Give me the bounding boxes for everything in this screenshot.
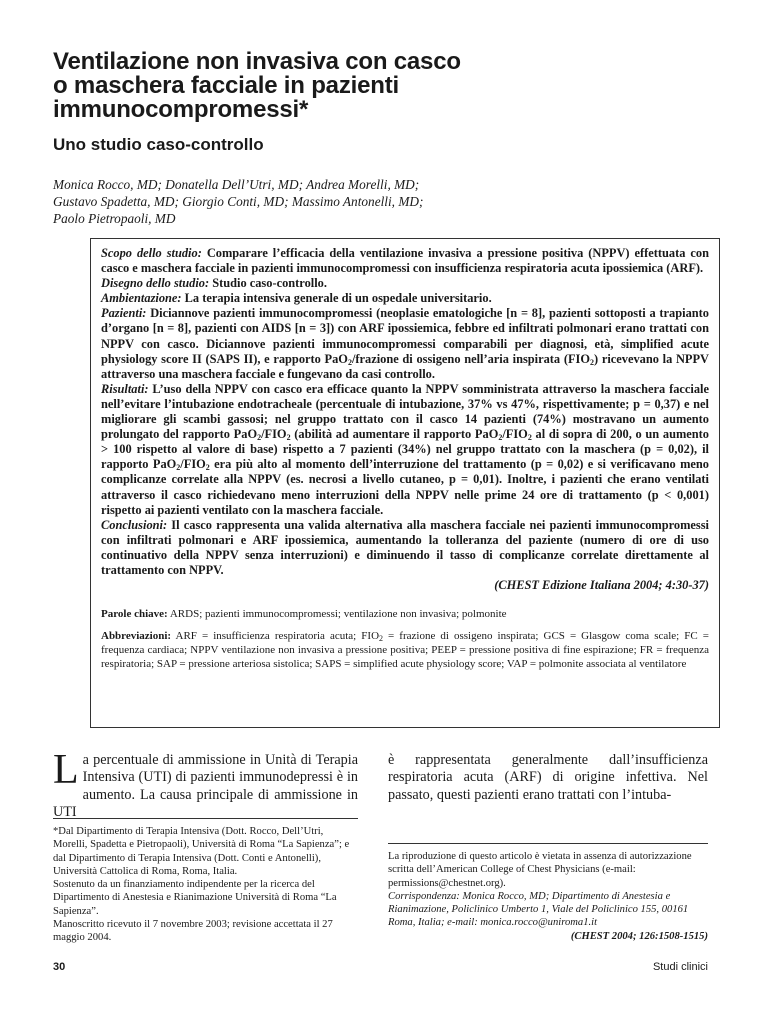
o2-subscript: 2 xyxy=(498,433,503,443)
keywords xyxy=(101,607,709,621)
body-column-right xyxy=(388,752,708,804)
ambientazione-label: Ambientazione: xyxy=(101,291,182,306)
footnote-divider-left xyxy=(53,818,358,819)
footnote-funding: Sostenuto da un finanziamento indipendente per la ricerca del Dipartimento di Anestesia e Rianimazione Università di Roma “La Sapienza”. xyxy=(53,879,337,917)
footnotes-left xyxy=(53,825,358,945)
io2-subscript: 2 xyxy=(379,634,384,644)
title-line: Ventilazione non invasiva con casco xyxy=(53,48,461,75)
io2-symbol: IO xyxy=(272,427,287,442)
page-number: 30 xyxy=(53,961,66,973)
section-name: Studi clinici xyxy=(652,961,708,973)
abstract-text xyxy=(101,246,709,578)
conclusioni-text: Il casco rappresenta una valida alternativa alla maschera facciale nei pazienti immunocompromessi con infiltrati polmonari e ARF ipossiemica, aumentando la tolleranza del paziente (numero di ore di uso continuativo della NPPV senza interruzioni) e diminuendo il tasso di complicanze correlate direttamente al trattamento con NPPV. xyxy=(101,517,709,577)
conclusioni-label: Conclusioni: xyxy=(101,517,168,532)
risultati-text-a: L’uso della NPPV con casco era efficace quanto la NPPV somministrata attraverso la maschera facciale nell’evitare l’intubazione endotracheale (percentuale di intubazione, 37% vs 47%, rispettivamente; p = 0,37) e nel migliorare gli scambi gassosi; nel gruppo trattato con il casco 14 pazienti (74%) mostravano un aumento prolungato del rapporto Pa xyxy=(101,381,709,442)
footnote-dates: Manoscritto ricevuto il 7 novembre 2003; revisione accettata il 27 maggio 2004. xyxy=(53,919,333,944)
abbreviations-label: Abbreviazioni: xyxy=(101,630,172,643)
io2-subscript: 2 xyxy=(286,433,291,443)
article-subtitle: Uno studio caso-controllo xyxy=(53,135,264,154)
footnote-citation: (CHEST 2004; 126:1508-1515) xyxy=(570,930,708,942)
disegno-label: Disegno dello studio: xyxy=(101,276,210,291)
footnotes-right xyxy=(388,850,708,943)
abbreviations-text-b: = frazione di ossigeno inspirata; GCS = Glasgow coma scale; FC = frequenza cardiaca; NPPV ventilazione non invasiva a pressione positiva; PEEP = pressione positiva di fine espirazione; FR = frequenza respiratoria; SAP = pressione arteriosa sistolica; SAPS = simplified acute physiology score; VAP = polmonite associata al ventilatore xyxy=(101,630,709,671)
io2-subscript: 2 xyxy=(205,463,210,473)
io2-symbol: IO xyxy=(513,427,528,442)
pazienti-text-c: ) ricevevano la NPPV attraverso una maschera facciale e fungevano da casi controllo. xyxy=(101,351,709,381)
risultati-label: Risultati: xyxy=(101,381,149,396)
footnote-rights: La riproduzione di questo articolo è vietata in assenza di autorizzazione scritta dell’American College of Chest Physicians (e-mail: permissions@chestnet.org). xyxy=(388,851,692,889)
o2-subscript: 2 xyxy=(176,463,181,473)
risultati-text-f: /F xyxy=(180,457,192,472)
io2-symbol: IO xyxy=(575,351,590,366)
o2-subscript: 2 xyxy=(347,357,352,367)
footnote-correspondence: Corrispondenza: Monica Rocco, MD; Dipartimento di Anestesia e Rianimazione, Policlinico Umberto 1, Viale del Policlinico 155, 00161 Roma, Italia; e-mail: monica.rocco@uniroma1.it xyxy=(388,890,689,929)
o2-subscript: 2 xyxy=(257,433,262,443)
io2-symbol: IO xyxy=(367,630,380,643)
article-title xyxy=(53,50,693,122)
io2-symbol: IO xyxy=(191,457,206,472)
risultati-text-c: (abilità ad aumentare il rapporto Pa xyxy=(290,427,489,442)
risultati-text-e: al di sopra di 200, o un aumento > 100 rispetto al valore di base) rispetto a 7 pazienti (34%) nel gruppo trattato con la maschera (p = 0,02), il rapporto Pa xyxy=(101,427,709,472)
title-line: immunocompromessi* xyxy=(53,96,309,123)
abstract-box xyxy=(90,238,720,728)
o2-symbol: O xyxy=(488,427,499,442)
disegno-text: Studio caso-controllo. xyxy=(212,276,327,291)
scopo-text: Comparare l’efficacia della ventilazione invasiva a pressione positiva (NPPV) effettuata con casco e maschera facciale in pazienti immunocompromessi con insufficienza respiratoria acuta ipossiemica (ARF). xyxy=(101,246,709,276)
ambientazione-text: La terapia intensiva generale di un ospedale universitario. xyxy=(184,291,492,306)
abbreviations xyxy=(101,629,709,671)
pazienti-label: Pazienti: xyxy=(101,306,147,321)
author-list xyxy=(53,176,653,227)
body-text-right: è rappresentata generalmente dall’insufficienza respiratoria acuta (ARF) di origine infettiva. Nel passato, questi pazienti erano trattati con l’intuba- xyxy=(388,752,708,803)
risultati-text-b: /F xyxy=(261,427,273,442)
keywords-text: ARDS; pazienti immunocompromessi; ventilazione non invasiva; polmonite xyxy=(169,608,507,621)
pazienti-text-b: /frazione di ossigeno nell’aria inspirata (F xyxy=(351,351,576,366)
scopo-label: Scopo dello studio: xyxy=(101,246,202,260)
pazienti-text-a: Diciannove pazienti immunocompromessi (neoplasie ematologiche [n = 8], pazienti sottoposti a trapianto d’organo [n = 8], pazienti con AIDS [n = 3]) con ARF ipossiemica, febbre ed infiltrati polmonari erano trattati con NPPV con casco. Diciannove pazienti immunocompromessi comparabili per diagnosi, età, simplified acute physiology score II (SAPS II), e rapporto Pa xyxy=(101,306,709,366)
footnote-affiliation: *Dal Dipartimento di Terapia Intensiva (Dott. Rocco, Dell’Utri, Morelli, Spadetta e Pietropaoli), Università di Roma “La Sapienza”; e dal Dipartimento di Terapia Intensiva (Dott. Conti e Antonelli), Università Cattolica di Roma, Roma, Italia. xyxy=(53,826,350,877)
author-line: Gustavo Spadetta, MD; Giorgio Conti, MD; Massimo Antonelli, MD; xyxy=(53,194,424,209)
author-line: Monica Rocco, MD; Donatella Dell’Utri, MD; Andrea Morelli, MD; xyxy=(53,177,420,192)
o2-symbol: O xyxy=(247,427,258,442)
o2-symbol: O xyxy=(166,457,177,472)
keywords-label: Parole chiave: xyxy=(101,608,168,621)
risultati-text-g: era più alto al momento dell’interruzione del trattamento (p = 0,02) e si verificavano meno complicanze correlate alla NPPV (es. necrosi a livello cutaneo, p = 0,01). Inoltre, i pazienti che erano ventilati attraverso il casco richiedevano meno interruzioni della NPPV nelle prime 24 ore di trattamento (p < 0,001) rispetto ai pazienti ventilato con la maschera facciale. xyxy=(101,457,710,517)
title-line: o maschera facciale in pazienti xyxy=(53,72,399,99)
footnote-divider-right xyxy=(388,843,708,844)
abstract-citation: (CHEST Edizione Italiana 2004; 4:30-37) xyxy=(494,578,709,593)
body-text-left: a percentuale di ammissione in Unità di Terapia Intensiva (UTI) di pazienti immunodepressi è in aumento. La causa principale di ammissione in UTI xyxy=(53,752,358,821)
risultati-text-d: /F xyxy=(502,427,514,442)
drop-cap: L xyxy=(53,747,79,793)
abbreviations-text-a: ARF = insufficienza respiratoria acuta; F xyxy=(175,630,368,643)
o2-symbol: O xyxy=(338,351,348,366)
io2-subscript: 2 xyxy=(590,357,594,367)
body-column-left xyxy=(53,747,358,822)
author-line: Paolo Pietropaoli, MD xyxy=(53,211,176,226)
io2-subscript: 2 xyxy=(527,433,532,443)
